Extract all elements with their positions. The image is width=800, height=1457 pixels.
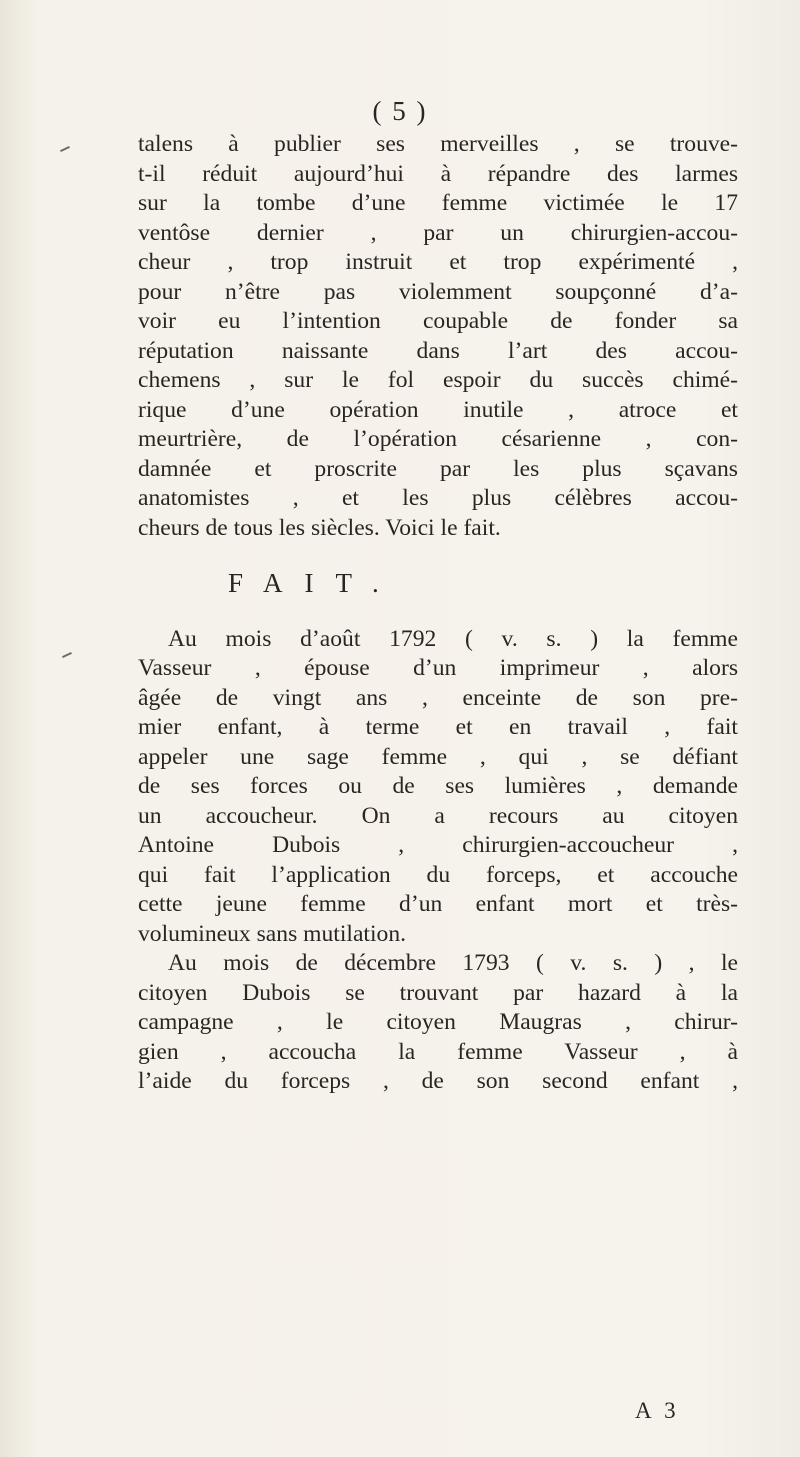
text-line: qui fait l’application du forceps, et accouche [138, 861, 738, 888]
text-line: meurtrière, de l’opération césarienne , con- [138, 426, 738, 452]
text-line: ventôse dernier , par un chirurgien-accou- [138, 219, 738, 246]
margin-mark [62, 652, 72, 658]
text-line: cheur , trop instruit et trop expérimenté , [138, 249, 738, 275]
signature-mark: A 3 [635, 1398, 680, 1423]
text-line: campagne , le citoyen Maugras , chirur- [138, 1009, 738, 1035]
text-line: pour n’être pas violemment soupçonné d’a- [138, 278, 738, 305]
text-line: Au mois de décembre 1793 ( v. s. ) , le [168, 950, 738, 976]
text-line: cheurs de tous les siècles. Voici le fait. [138, 514, 501, 541]
text-line: sur la tombe d’une femme victimée le 17 [138, 190, 738, 216]
text-line: de ses forces ou de ses lumières , demande [138, 773, 738, 799]
text-line: rique d’une opération inutile , atroce et [138, 396, 738, 423]
text-line: damnée et proscrite par les plus sçavans [138, 455, 738, 482]
text-line: mier enfant, à terme et en travail , fait [138, 714, 738, 740]
text-line: chemens , sur le fol espoir du succès chimé- [138, 367, 738, 393]
text-line: réputation naissante dans l’art des accou- [138, 337, 738, 364]
body-text [138, 130, 738, 1097]
text-line: âgée de vingt ans , enceinte de son pre- [138, 684, 738, 711]
text-line: anatomistes , et les plus célèbres accou- [138, 485, 738, 511]
text-line: gien , accoucha la femme Vasseur , à [138, 1038, 738, 1065]
page-number: ( 5 ) [372, 96, 428, 126]
text-line: l’aide du forceps , de son second enfant , [138, 1068, 738, 1094]
text-line: Vasseur , épouse d’un imprimeur , alors [138, 655, 738, 681]
text-line: voir eu l’intention coupable de fonder sa [138, 308, 738, 334]
text-line: cette jeune femme d’un enfant mort et très- [138, 891, 738, 917]
text-line: un accoucheur. On a recours au citoyen [138, 802, 738, 829]
margin-mark [60, 146, 70, 152]
text-line: citoyen Dubois se trouvant par hazard à la [138, 979, 738, 1006]
text-line: appeler une sage femme , qui , se défiant [138, 743, 738, 770]
text-line: Antoine Dubois , chirurgien-accoucheur , [138, 832, 738, 858]
text-line: Au mois d’août 1792 ( v. s. ) la femme [168, 625, 738, 652]
text-line: t-il réduit aujourd’hui à répandre des larmes [138, 160, 738, 187]
text-line: talens à publier ses merveilles , se trouve- [138, 131, 738, 157]
text-line: volumineux sans mutilation. [138, 920, 407, 947]
section-heading: FAIT. [228, 568, 401, 598]
